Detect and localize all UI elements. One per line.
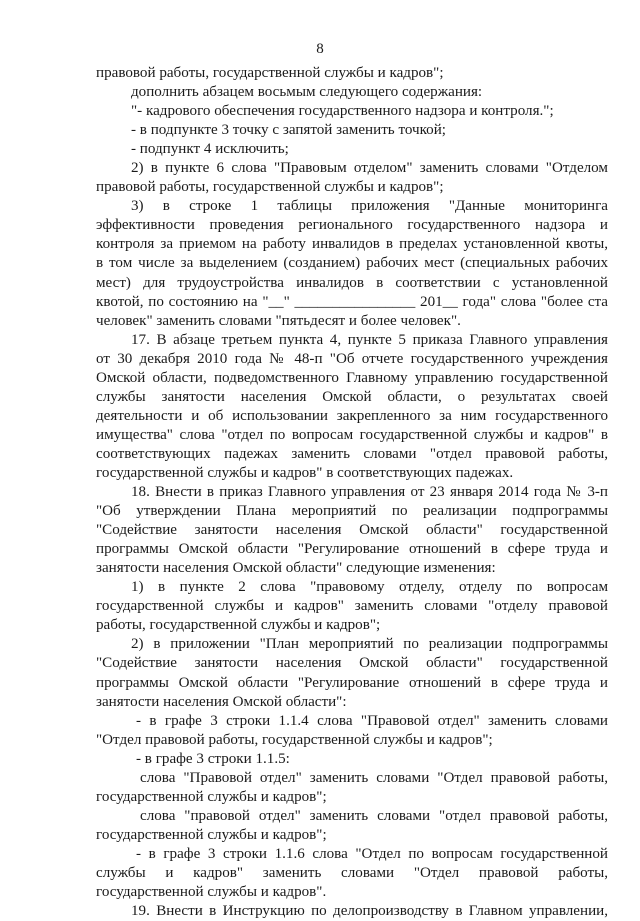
text-line: контроля за приемом на работу инвалидов в пределах установленной квоты, <box>96 236 608 253</box>
text-line: службы и кадров" заменить словами "Отдел правовой работы, <box>96 864 608 881</box>
text-line: - в графе 3 строки 1.1.4 слова "Правовой отдел" заменить словами <box>136 712 608 729</box>
text-line: 18. Внести в приказ Главного управления от 23 января 2014 года № 3-п <box>131 484 608 501</box>
text-line: слова "Правовой отдел" заменить словами "Отдел правовой работы, <box>140 769 608 786</box>
text-line: 2) в приложении "План мероприятий по реализации подпрограммы <box>131 636 608 653</box>
text-line: программы Омской области "Регулирование отношений в сфере труда и <box>96 674 608 691</box>
text-line: - в графе 3 строки 1.1.5: <box>136 750 290 767</box>
text-line: занятости населения Омской области" следующие изменения: <box>96 560 496 577</box>
text-line: деятельности и об использовании закрепленного за ним государственного <box>96 407 608 424</box>
text-line: человек" заменить словами "пятьдесят и более человек". <box>96 312 461 329</box>
text-line: слова "правовой отдел" заменить словами "отдел правовой работы, <box>140 807 608 824</box>
text-line: 3) в строке 1 таблицы приложения "Данные мониторинга <box>131 198 608 215</box>
text-line: 19. Внести в Инструкцию по делопроизводству в Главном управлении, <box>131 903 608 920</box>
text-line: государственной службы и кадров". <box>96 884 327 901</box>
text-line: Омской области, подведомственного Главному управлению государственной <box>96 369 608 386</box>
text-line: "Содействие занятости населения Омской области" государственной <box>96 522 608 539</box>
text-line: правовой работы, государственной службы и кадров"; <box>96 179 444 196</box>
text-line: 1) в пункте 2 слова "правовому отделу, отделу по вопросам <box>131 579 608 596</box>
text-line: "Содействие занятости населения Омской области" государственной <box>96 655 608 672</box>
text-line: - в графе 3 строки 1.1.6 слова "Отдел по вопросам государственной <box>136 845 608 862</box>
text-line: службы занятости населения Омской области, о результатах своей <box>96 388 608 405</box>
text-line: в том числе за выделением (созданием) рабочих мест (специальных рабочих <box>96 255 608 272</box>
text-line: занятости населения Омской области": <box>96 693 347 710</box>
text-line: дополнить абзацем восьмым следующего содержания: <box>131 84 483 101</box>
page-number: 8 <box>316 41 324 57</box>
text-line: государственной службы и кадров" в соответствующих падежах. <box>96 464 514 481</box>
text-line: мест) для трудоустройства инвалидов в соответствии с установленной <box>96 274 608 291</box>
text-line: "Отдел правовой работы, государственной службы и кадров"; <box>96 731 493 748</box>
text-line: 2) в пункте 6 слова "Правовым отделом" заменить словами "Отделом <box>131 160 608 177</box>
text-line: эффективности проведения регионального государственного надзора и <box>96 217 608 234</box>
text-line: "- кадрового обеспечения государственного надзора и контроля."; <box>131 103 554 120</box>
text-line: программы Омской области "Регулирование отношений в сфере труда и <box>96 541 608 558</box>
text-line: работы, государственной службы и кадров"; <box>96 617 381 634</box>
text-line: соответствующих падежах заменить словами "отдел правовой работы, <box>96 445 608 462</box>
text-line: государственной службы и кадров" заменить словами "отделу правовой <box>96 598 608 615</box>
text-line: - подпункт 4 исключить; <box>131 141 289 158</box>
text-line: от 30 декабря 2010 года № 48-п "Об отчете государственного учреждения <box>96 350 608 367</box>
text-line: правовой работы, государственной службы и кадров"; <box>96 65 444 81</box>
text-line: 17. В абзаце третьем пункта 4, пункте 5 приказа Главного управления <box>131 331 608 348</box>
text-line: "Об утверждении Плана мероприятий по реализации подпрограммы <box>96 503 608 520</box>
document-body <box>96 64 608 921</box>
text-line: государственной службы и кадров"; <box>96 788 327 805</box>
text-line: квотой, по состоянию на "__" ________________ 201__ года" слова "более ста <box>96 293 608 310</box>
text-line: имущества" слова "отдел по вопросам государственной службы и кадров" в <box>96 426 608 443</box>
text-line: государственной службы и кадров"; <box>96 826 327 843</box>
text-line: - в подпункте 3 точку с запятой заменить точкой; <box>131 122 446 139</box>
